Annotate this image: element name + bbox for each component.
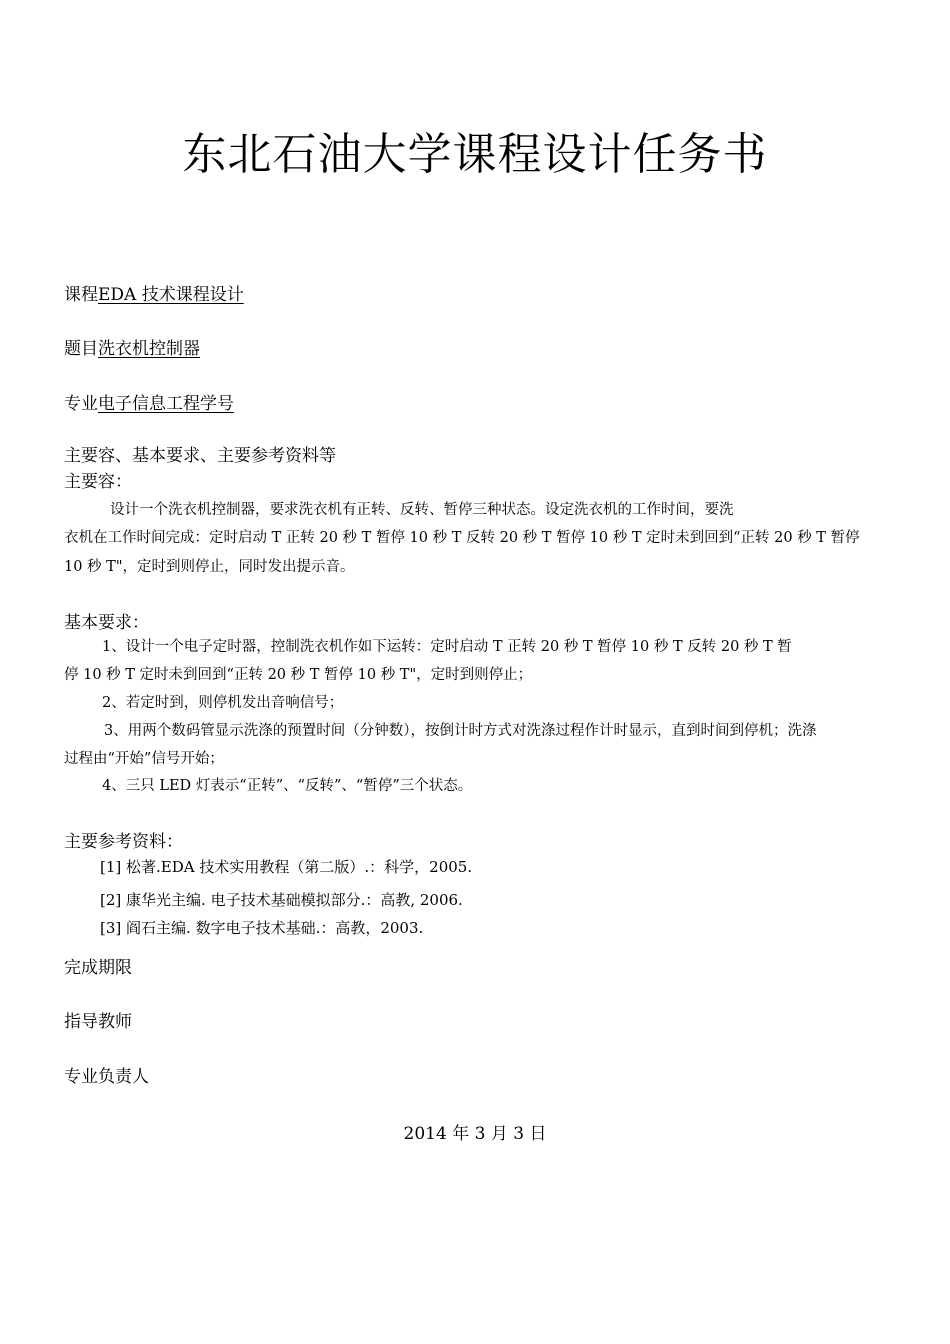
topic-value: 洗衣机控制器 (98, 339, 200, 359)
requirement-line: 过程由“开始”信号开始； (64, 751, 224, 767)
requirement-line: 3、用两个数码管显示洗涤的预置时间（分钟数），按倒计时方式对洗涤过程作计时显示，直到时间到停机；洗涤 (104, 723, 817, 739)
reference-item (100, 890, 463, 910)
content-line: 10 秒 T"，定时到则停止，同时发出提示音。 (64, 559, 355, 575)
major-field (64, 393, 234, 415)
requirement-line: 停 10 秒 T 定时未到回到“正转 20 秒 T 暂停 10 秒 T"，定时到则停止； (64, 667, 533, 683)
reference-text: 松著.EDA 技术实用教程（第二版）.：科学，2005. (126, 858, 473, 876)
document-date: 2014 年 3 月 3 日 (403, 1124, 547, 1144)
requirement-line: 1、设计一个电子定时器，控制洗衣机作如下运转：定时启动 T 正转 20 秒 T 暂停 10 秒 T 反转 20 秒 T 暂 (102, 639, 792, 655)
topic-label: 题目 (64, 339, 98, 359)
reference-number: [2] (100, 891, 122, 909)
reference-item (100, 918, 423, 938)
head-label: 专业负责人 (64, 1067, 149, 1087)
course-field (64, 284, 244, 306)
requirement-line: 2、若定时到，则停机发出音响信号； (102, 695, 344, 711)
reference-number: [1] (100, 858, 122, 876)
content-line: 设计一个洗衣机控制器，要求洗衣机有正转、反转、暂停三种状态。设定洗衣机的工作时间，要洗 (110, 502, 734, 518)
major-label: 专业 (64, 394, 98, 414)
content-line: 衣机在工作时间完成：定时启动 T 正转 20 秒 T 暂停 10 秒 T 反转 20 秒 T 暂停 10 秒 T 定时未到回到“正转 20 秒 T 暂停 (64, 530, 860, 546)
reference-text: 阎石主编. 数字电子技术基础.：高教，2003. (126, 919, 424, 937)
deadline-label: 完成期限 (64, 958, 132, 978)
major-value: 电子信息工程学号 (98, 394, 234, 414)
document-title: 东北石油大学课程设计任务书 (182, 129, 768, 180)
advisor-label: 指导教师 (64, 1012, 132, 1032)
reference-item (100, 857, 472, 877)
course-value: EDA 技术课程设计 (98, 285, 244, 305)
requirement-line: 4、三只 LED 灯表示“正转”、“反转”、“暂停”三个状态。 (102, 778, 473, 794)
section-heading: 主要容、基本要求、主要参考资料等 (64, 446, 336, 466)
course-label: 课程 (64, 285, 98, 305)
topic-field (64, 338, 200, 360)
content-heading: 主要容： (64, 472, 132, 492)
reference-text: 康华光主编. 电子技术基础模拟部分.：高教, 2006. (126, 891, 463, 909)
requirements-heading: 基本要求： (64, 613, 149, 633)
reference-number: [3] (100, 919, 122, 937)
references-heading: 主要参考资料： (64, 832, 183, 852)
